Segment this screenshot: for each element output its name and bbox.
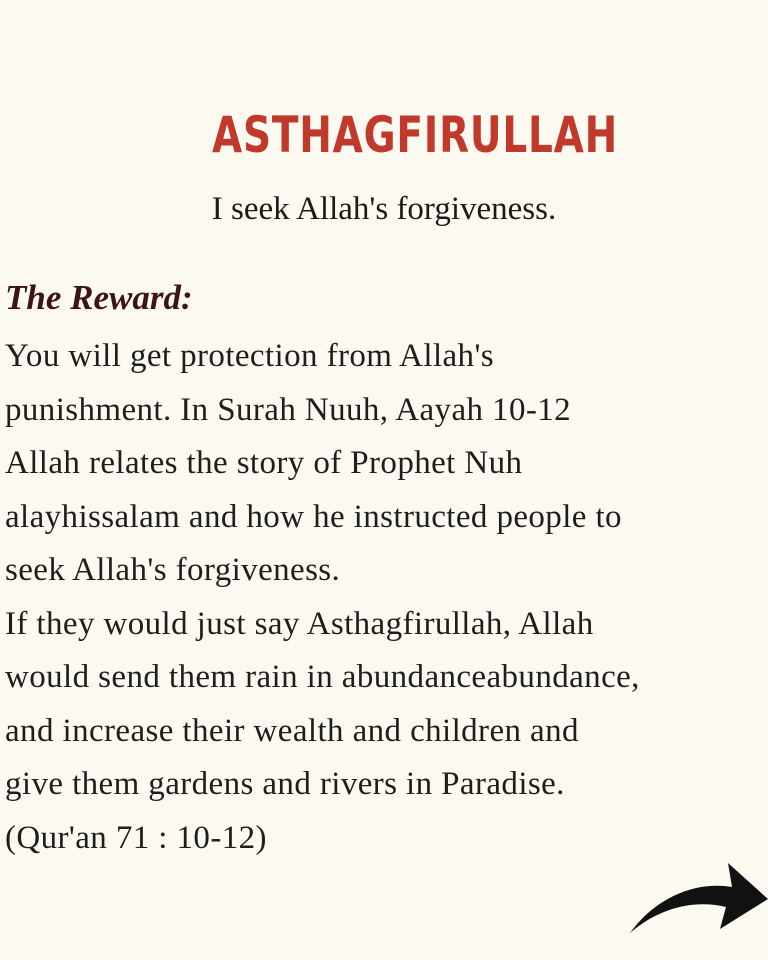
reward-line: If they would just say Asthagfirullah, Allah <box>5 605 594 642</box>
page-title: ASTHAGFIRULLAH <box>211 106 619 164</box>
reward-line: seek Allah's forgiveness. <box>5 552 341 588</box>
reward-line: punishment. In Surah Nuuh, Aayah 10-12 <box>5 391 572 428</box>
reward-line: Allah relates the story of Prophet Nuh <box>5 445 523 481</box>
subtitle-translation: I seek Allah's forgiveness. <box>211 191 557 227</box>
reward-body <box>5 330 765 865</box>
reward-line: and increase their wealth and children and <box>5 712 579 749</box>
reward-line: You will get protection from Allah's <box>5 338 495 374</box>
reward-line: alayhissalam and how he instructed people to <box>5 498 622 535</box>
reward-heading: The Reward: <box>5 278 193 317</box>
reward-line: would send them rain in abundanceabundance, <box>5 659 640 695</box>
curved-arrow-right-icon[interactable] <box>628 855 768 940</box>
reward-citation: (Qur'an 71 : 10-12) <box>5 819 267 856</box>
reward-line: give them gardens and rivers in Paradise. <box>5 766 565 802</box>
